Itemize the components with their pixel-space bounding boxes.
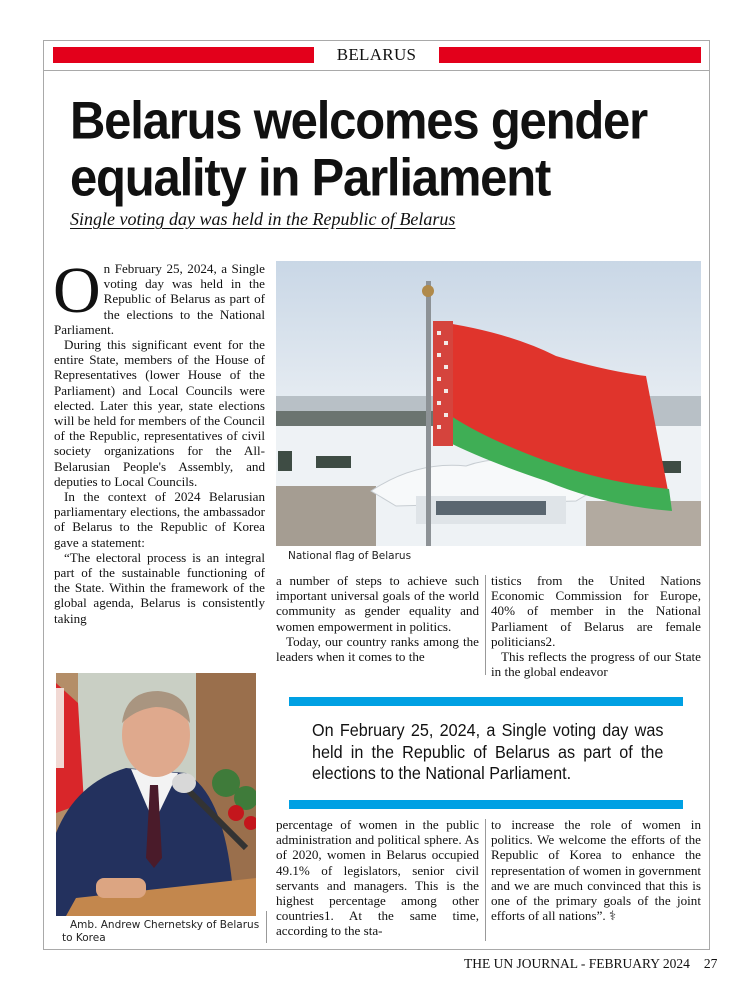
publication-name: THE UN JOURNAL - FEBRUARY 2024 — [464, 956, 690, 971]
page-frame — [43, 40, 710, 950]
paragraph: tistics from the United Nations Economic Commission for Europe, 40% of member in the National Parliament of Belarus are female politicians2. — [491, 573, 701, 649]
drop-cap: O — [53, 254, 101, 327]
paragraph: a number of steps to achieve such important universal goals of the world community as gender equality and women empowerment in politics. — [276, 573, 479, 634]
paragraph: This reflects the progress of our State in the global endeavor — [491, 649, 701, 680]
paragraph-text: to increase the role of women in politics. We welcome the efforts of the Republic of Korea to enhance the representation of women in government and we are much convinced that this is one of the primary goals of the joint efforts of all nations”. — [491, 817, 701, 924]
flag-photo — [276, 261, 701, 546]
paragraph — [491, 817, 701, 923]
end-mark-icon: ⚕ — [608, 908, 616, 924]
column-divider — [485, 819, 486, 941]
article-column-right — [491, 573, 701, 679]
paragraph: percentage of women in the public administration and political sphere. As of 2020, women in Belarus occupied 49.1% of legislators, senior civil servants and managers. This is the highest percentage among other countries1. At the same time, according to the sta- — [276, 817, 479, 939]
pull-quote-text: On February 25, 2024, a Single voting day was held in the Republic of Belarus as part of the elections to the National Parliament. — [312, 720, 664, 783]
article-column-left — [53, 254, 265, 626]
paragraph: “The electoral process is an integral part of the sustainable functioning of the State. Within the framework of the global agenda, Belarus is consistently taking — [54, 549, 265, 626]
ambassador-photo-illustration — [56, 673, 256, 916]
paragraph: Today, our country ranks among the leaders when it comes to the — [276, 633, 479, 665]
page-footer — [464, 956, 717, 972]
paragraph: During this significant event for the entire State, members of the House of Representatives (lower House of the Parliament) and Local Councils were elected. Later this year, state elections will be held for members of the Council of the Republic, representatives of civil society organizations for the All-Belarusian People's Assembly, and deputies to Local Councils. — [54, 337, 265, 489]
column-divider — [266, 911, 267, 943]
paragraph: In the context of 2024 Belarusian parliamentary elections, the ambassador of Belarus to the Republic of Korea gave a statement: — [54, 489, 265, 550]
section-label: BELARUS — [336, 45, 417, 64]
article-column-right-lower — [491, 817, 701, 923]
pull-quote-bar-bottom — [289, 800, 683, 809]
article-headline: Belarus welcomes gender equality in Parliament — [70, 91, 647, 208]
section-header — [44, 41, 709, 71]
page-number: 27 — [703, 956, 718, 971]
header-red-bar-right — [439, 47, 701, 63]
article-column-middle — [276, 573, 479, 664]
ambassador-photo-caption: Amb. Andrew Chernetsky of Belarus to Korea — [62, 919, 260, 944]
article-column-middle-lower — [276, 817, 479, 939]
ambassador-photo — [56, 673, 256, 916]
pull-quote — [289, 695, 683, 809]
flag-photo-illustration — [276, 261, 701, 546]
article-subtitle: Single voting day was held in the Republic of Belarus — [70, 209, 456, 229]
pull-quote-bar-top — [289, 697, 683, 706]
flag-photo-caption: National flag of Belarus — [288, 550, 412, 562]
paragraph — [53, 254, 265, 337]
paragraph-text: n February 25, 2024, a Single voting day was held in the Republic of Belarus as part of the elections to the National Parliament. — [54, 261, 265, 337]
header-red-bar-left — [53, 47, 314, 63]
column-divider — [485, 575, 486, 675]
